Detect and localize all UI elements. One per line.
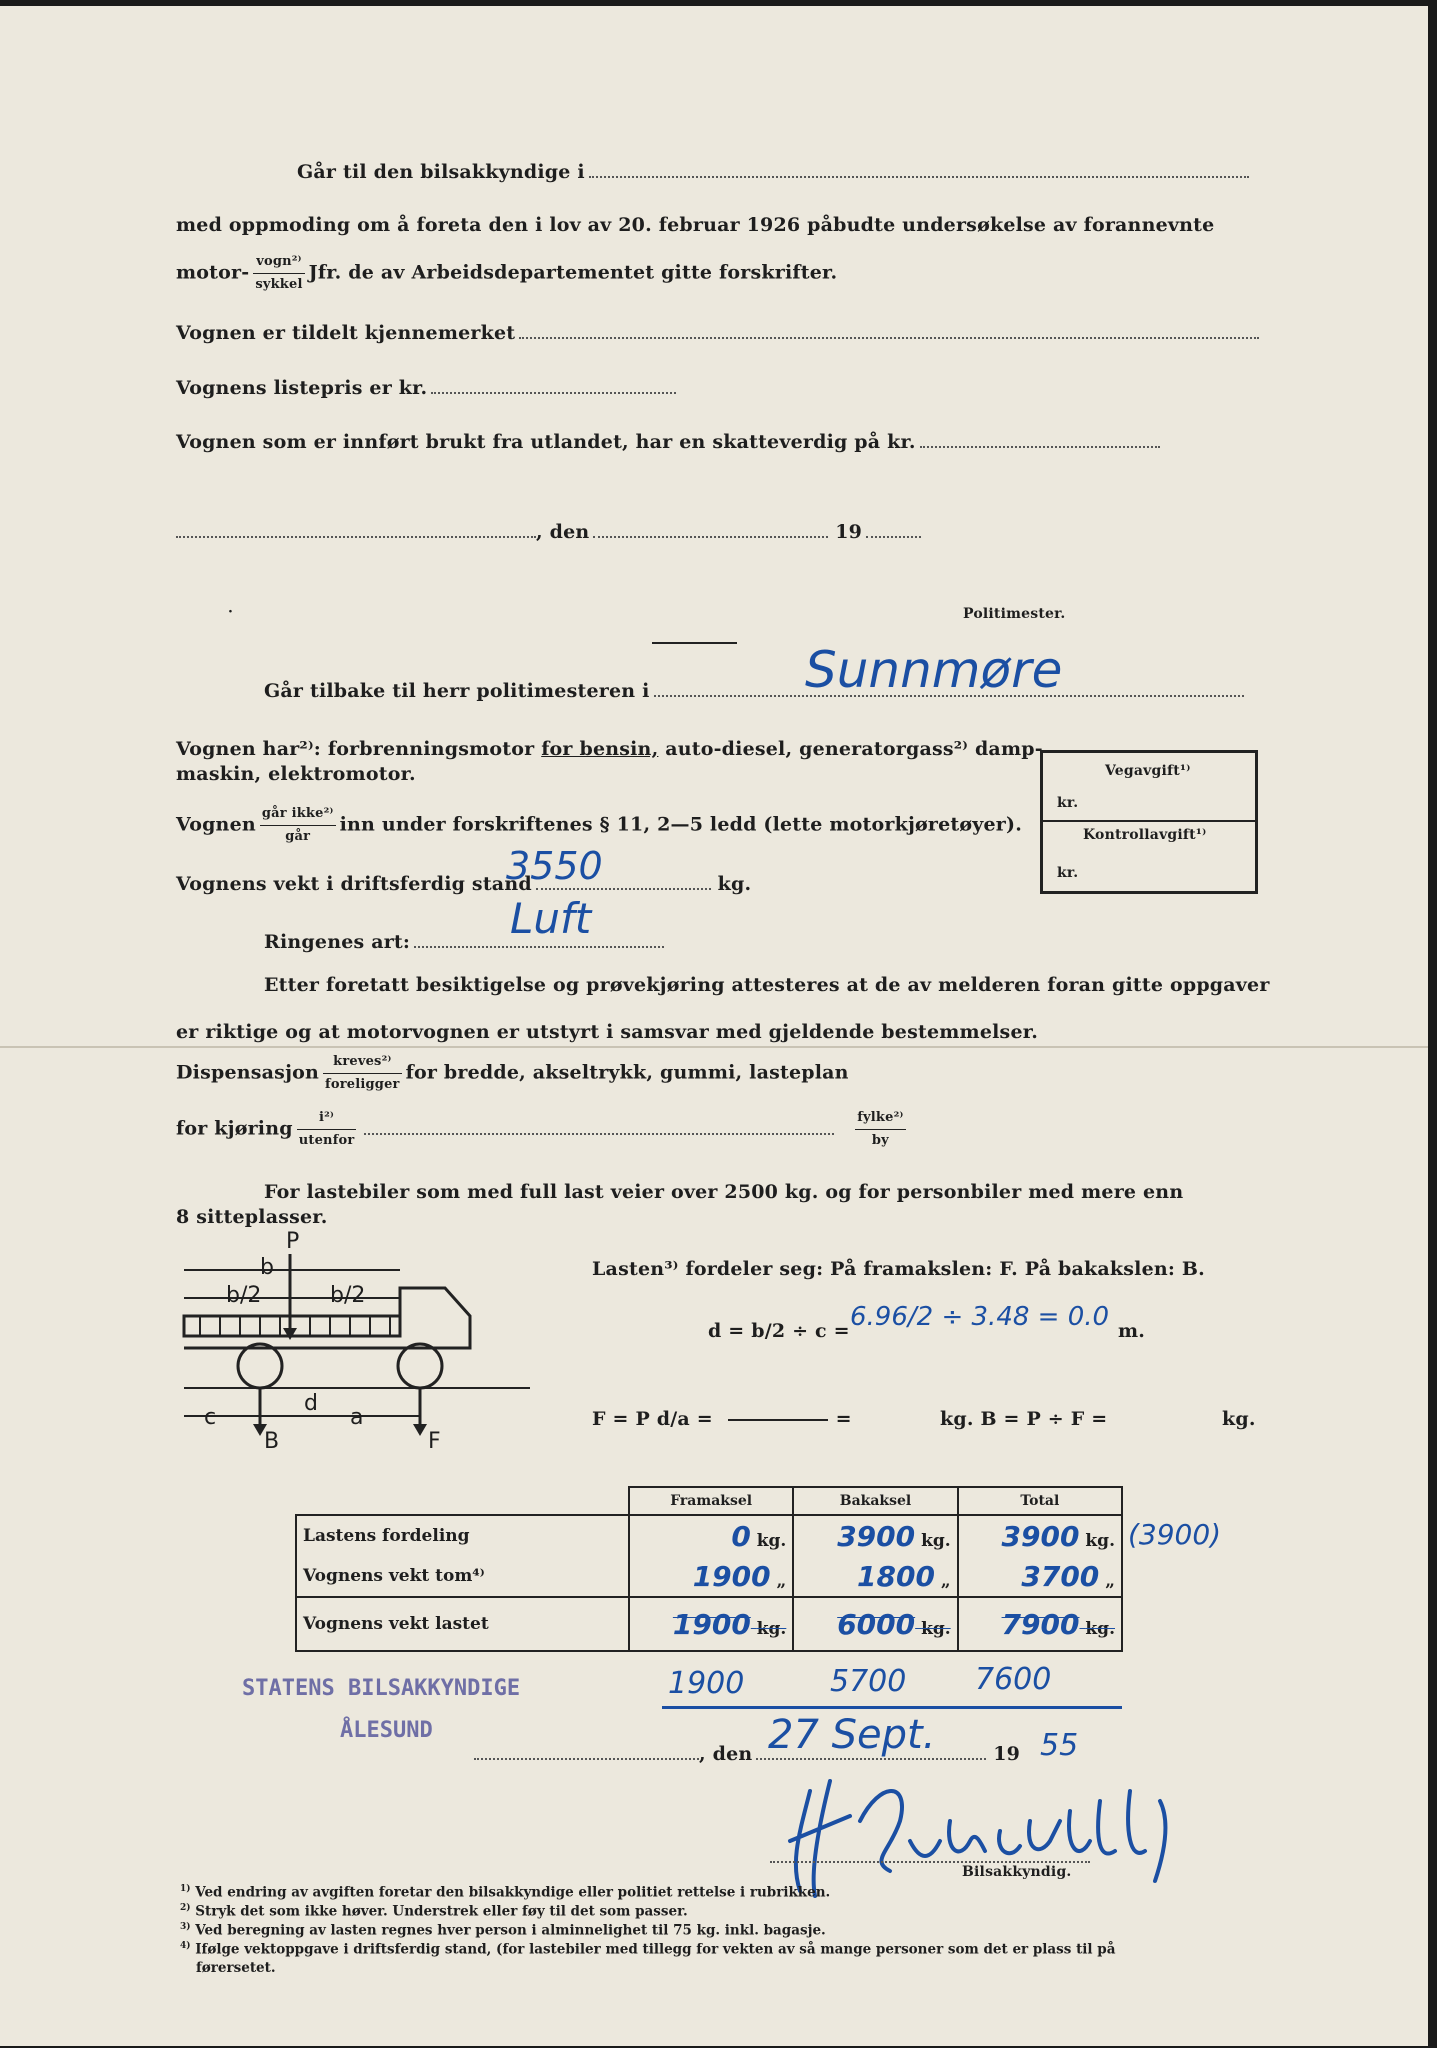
listepris-field[interactable]: [431, 392, 676, 394]
fee-box-divider: [1043, 820, 1255, 822]
load-table: [295, 1486, 1123, 1652]
rule-line: Vognen $\frac{\text{går ikke²⁾}}{\text{går}}$ inn under forskriftenes § 11, 2—5 ledd (lette motorkjøretøyer).: [176, 806, 1023, 844]
vehicle-type-line: motor- $\frac{\text{vogn²⁾}}{\text{sykkel}}$ Jfr. de av Arbeidsdepartementet gitte forskrifter.: [176, 254, 838, 292]
corrected-underline: [662, 1706, 1122, 1709]
weight-field[interactable]: [536, 888, 711, 890]
kjoring-line: for kjøring $\frac{\text{i²⁾}}{\text{utenfor}}$ $\frac{\text{fylke²⁾}}{by}$: [176, 1110, 904, 1148]
bilsakkyndige-line: Går til den bilsakkyndige i: [297, 161, 1249, 183]
cell-total-1[interactable]: 3700 „: [958, 1556, 1122, 1597]
reaction-arrow-f-head: [413, 1424, 427, 1436]
weight-line: Vognens vekt i driftsferdig stand kg.: [176, 873, 752, 895]
dispensasjon-line: Dispensasjon $\frac{\text{kreves²⁾}}{\text{foreligger}}$ for bredde, akseltrykk, gummi, lasteplan: [176, 1054, 849, 1092]
load-arrow-p-head: [283, 1328, 297, 1340]
motor-line-1: Vognen har²⁾: forbrenningsmotor for bensin, auto-diesel, generatorgass²⁾ damp-: [176, 738, 1043, 760]
stamp-line-2: ÅLESUND: [340, 1718, 433, 1743]
date-field-1[interactable]: [593, 536, 828, 538]
attest-line-2: er riktige og at motorvognen er utstyrt i samsvar med gjeldende bestemmelser.: [176, 1021, 1039, 1043]
kjoring-field[interactable]: [364, 1133, 834, 1135]
cell-rear-1[interactable]: 1800 „: [793, 1556, 957, 1597]
formula-d-handwritten: 6.96/2 ÷ 3.48 = 0.0: [850, 1302, 1110, 1332]
footnote-2: $^{2)}$ Stryk det som ikke høver. Understrek eller føy til det som passer.: [180, 1903, 688, 1920]
rings-handwritten: Luft: [510, 894, 592, 943]
header-bakaksel: Bakaksel: [793, 1487, 957, 1515]
diagram-label-d: d: [304, 1391, 318, 1416]
diagram-label-p: P: [286, 1229, 300, 1254]
innfort-line: Vognen som er innført brukt fra utlandet, har en skatteverdig på kr.: [176, 431, 1160, 453]
form-page: [0, 6, 1428, 2046]
skatteverdi-field[interactable]: [920, 446, 1160, 448]
return-line: Går tilbake til herr politimesteren i: [264, 680, 1244, 702]
listepris-line: Vognens listepris er kr.: [176, 377, 676, 399]
diagram-label-F: F: [428, 1429, 441, 1448]
footnote-1: $^{1)}$ Ved endring av avgiften foretar den bilsakkyndige eller politiet rettelse i rubrikken.: [180, 1884, 831, 1901]
vegavgift-label: Vegavgift¹⁾: [1105, 763, 1191, 779]
cell-rear-2[interactable]: 6000 kg.: [793, 1597, 957, 1651]
signature-field[interactable]: [770, 1861, 1090, 1863]
kontrollavgift-kr: kr.: [1057, 865, 1079, 881]
fold-crease: [0, 1046, 1428, 1048]
header-empty: [296, 1487, 629, 1515]
stamp-line-1: STATENS BILSAKKYNDIGE: [242, 1676, 521, 1701]
stray-dot: ·: [228, 604, 234, 620]
cell-front-1[interactable]: 1900 „: [629, 1556, 793, 1597]
footnote-3: $^{3)}$ Ved beregning av lasten regnes hver person i alminnelighet til 75 kg. inkl. bagasje.: [180, 1922, 826, 1939]
cell-front-0[interactable]: 0 kg.: [629, 1515, 793, 1556]
rings-line: Ringenes art:: [264, 931, 664, 953]
kjoring-fraction: $\frac{\text{i²⁾}}{\text{utenfor}}$: [298, 1110, 355, 1148]
diagram-label-b-half-2: b/2: [330, 1283, 366, 1308]
corrected-front: 1900: [668, 1666, 745, 1701]
header-framaksel: Framaksel: [629, 1487, 793, 1515]
cell-front-2[interactable]: 1900 kg.: [629, 1597, 793, 1651]
lorry-intro-2: 8 sitteplasser.: [176, 1206, 328, 1228]
date-line-2: , den 19: [474, 1743, 1020, 1765]
footnote-4-cont: førersetet.: [196, 1960, 276, 1976]
date-field-2[interactable]: [756, 1758, 986, 1760]
cell-rear-0[interactable]: 3900 kg.: [793, 1515, 957, 1556]
return-handwritten: Sunnmøre: [805, 641, 1063, 699]
year-field-1[interactable]: [866, 536, 921, 538]
bilsakkyndige-field[interactable]: [589, 176, 1249, 178]
vehicle-type-fraction: $\frac{\text{vogn²⁾}}{\text{sykkel}}$: [255, 254, 303, 292]
cell-total-2[interactable]: 7900 kg.: [958, 1597, 1122, 1651]
bilsakkyndig-title: Bilsakkyndig.: [962, 1864, 1072, 1880]
distribution-line: Lasten³⁾ fordeler seg: På framakslen: F. På bakakslen: B.: [592, 1258, 1205, 1280]
formula-d: d = b/2 ÷ c =: [708, 1320, 850, 1342]
date-handwritten: 27 Sept.: [768, 1712, 936, 1758]
diagram-label-b-half-1: b/2: [226, 1283, 262, 1308]
front-wheel: [398, 1344, 442, 1388]
rule-fraction: $\frac{\text{går ikke²⁾}}{\text{går}}$: [261, 806, 334, 844]
formula-f-blank[interactable]: [728, 1419, 828, 1421]
weight-handwritten: 3550: [506, 844, 603, 888]
formula-b-line: kg. B = P ÷ F =: [940, 1408, 1108, 1430]
row-label-lastens: Lastens fordeling: [296, 1515, 629, 1556]
kjennemerke-line: Vognen er tildelt kjennemerket: [176, 322, 1259, 344]
header-total: Total: [958, 1487, 1122, 1515]
place-field-2[interactable]: [474, 1758, 699, 1760]
footnote-4: $^{4)}$ Ifølge vektoppgave i driftsferdig stand, (for lastebiler med tillegg for vekten av så mange personer som det er plass til på: [180, 1941, 1116, 1958]
diagram-label-b: b: [260, 1255, 274, 1280]
row-label-lastet: Vognens vekt lastet: [296, 1597, 629, 1651]
rear-wheel: [238, 1344, 282, 1388]
cargo-hatching: [200, 1316, 390, 1336]
dispensasjon-fraction: $\frac{\text{kreves²⁾}}{\text{foreligger}}$: [325, 1054, 400, 1092]
signature: [770, 1761, 1290, 1901]
row-label-tom: Vognens vekt tom⁴⁾: [296, 1556, 629, 1597]
section-divider: [652, 642, 737, 644]
formula-f-line: F = P d/a = =: [592, 1408, 852, 1430]
diagram-label-c: c: [204, 1405, 217, 1430]
lorry-intro-1: For lastebiler som med full last veier over 2500 kg. og for personbiler med mere enn: [264, 1181, 1184, 1203]
formula-d-unit: m.: [1118, 1320, 1146, 1342]
place-field-1[interactable]: [176, 536, 536, 538]
date-line-1: , den 19: [176, 521, 921, 543]
motor-line-2: maskin, elektromotor.: [176, 763, 416, 785]
table-side-note: (3900): [1128, 1518, 1222, 1551]
kjennemerke-field[interactable]: [519, 337, 1259, 339]
fylke-fraction: $\frac{\text{fylke²⁾}}{by}$: [857, 1110, 904, 1148]
request-line: med oppmoding om å foreta den i lov av 20. februar 1926 påbudte undersøkelse av forannevnte: [176, 214, 1215, 236]
fee-box: [1040, 750, 1258, 894]
attest-line-1: Etter foretatt besiktigelse og prøvekjøring attesteres at de av melderen foran gitte oppgaver: [264, 974, 1270, 996]
diagram-label-B: B: [264, 1429, 280, 1448]
rings-field[interactable]: [414, 946, 664, 948]
vegavgift-kr: kr.: [1057, 795, 1079, 811]
formula-kg: kg.: [1222, 1408, 1256, 1430]
year-handwritten: 55: [1040, 1728, 1079, 1763]
corrected-rear: 5700: [830, 1664, 907, 1699]
politimester-title: Politimester.: [963, 606, 1066, 622]
diagram-label-a: a: [350, 1405, 364, 1430]
truck-diagram: [170, 1228, 550, 1448]
corrected-total: 7600: [975, 1662, 1052, 1697]
cell-total-0[interactable]: 3900 kg.: [958, 1515, 1122, 1556]
kontrollavgift-label: Kontrollavgift¹⁾: [1083, 827, 1207, 843]
